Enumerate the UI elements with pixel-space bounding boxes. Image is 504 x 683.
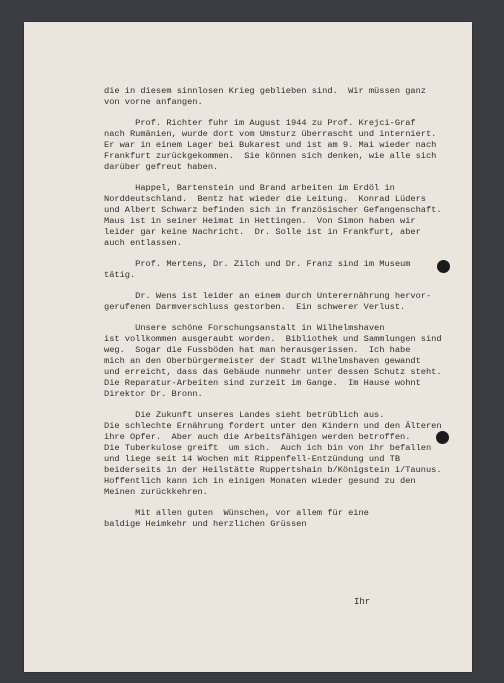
letter-line: und erreicht, dass das Gebäude nunmehr unter dessen Schutz steht.	[104, 367, 442, 377]
letter-line: Die Reparatur-Arbeiten sind zurzeit im Gange. Im Hause wohnt	[104, 378, 421, 388]
letter-line: Prof. Mertens, Dr. Zilch und Dr. Franz sind im Museum	[104, 259, 411, 269]
letter-line: Unsere schöne Forschungsanstalt in Wilhelmshaven	[104, 323, 385, 333]
paragraph-gap	[104, 400, 474, 410]
letter-line: und liege seit 14 Wochen mit Rippenfell-Entzündung und TB	[104, 454, 401, 464]
letter-line: mich an den Oberbürgermeister der Stadt Wilhelmshaven gewandt	[104, 356, 421, 366]
letter-body	[104, 86, 474, 530]
letter-line: von vorne anfangen.	[104, 97, 203, 107]
paragraph-gap	[104, 249, 474, 259]
signature: Ihr	[354, 597, 371, 607]
letter-line: beiderseits in der Heilstätte Ruppertshain b/Königstein i/Taunus.	[104, 465, 442, 475]
letter-line: Er war in einem Lager bei Bukarest und ist am 9. Mai wieder nach	[104, 140, 437, 150]
paragraph-gap	[104, 173, 474, 183]
letter-line: und Albert Schwarz befinden sich in französischer Gefangenschaft.	[104, 205, 442, 215]
letter-line: Mit allen guten Wünschen, vor allem für eine	[104, 508, 369, 518]
letter-line: tätig.	[104, 270, 136, 280]
letter-line: baldige Heimkehr und herzlichen Grüssen	[104, 519, 307, 529]
letter-page	[24, 22, 472, 672]
letter-line: Frankfurt zurückgekommen. Sie können sich denken, wie alle sich	[104, 151, 437, 161]
letter-line: nach Rumänien, wurde dort vom Umsturz überrascht und interniert.	[104, 129, 437, 139]
letter-line: Hoffentlich kann ich in einigen Monaten wieder gesund zu den	[104, 476, 416, 486]
letter-line: Prof. Richter fuhr im August 1944 zu Prof. Krejci-Graf	[104, 118, 416, 128]
letter-line: weg. Sogar die Fussböden hat man herausgerissen. Ich habe	[104, 345, 411, 355]
letter-line: Die Tuberkulose greift um sich. Auch ich bin von ihr befallen	[104, 443, 432, 453]
letter-line: Meinen zurückkehren.	[104, 487, 208, 497]
paragraph-gap	[104, 498, 474, 508]
paragraph-gap	[104, 313, 474, 323]
paragraph-gap	[104, 108, 474, 118]
letter-line: gerufenen Darmverschluss gestorben. Ein schwerer Verlust.	[104, 302, 406, 312]
letter-line: leider gar keine Nachricht. Dr. Solle ist in Frankfurt, aber	[104, 227, 421, 237]
letter-line: Maus ist in seiner Heimat in Hettingen. Von Simon haben wir	[104, 216, 416, 226]
letter-line: Die schlechte Ernährung fordert unter den Kindern und den Älteren	[104, 421, 442, 431]
letter-line: Die Zukunft unseres Landes sieht betrüblich aus.	[104, 410, 385, 420]
letter-line: Happel, Bartenstein und Brand arbeiten im Erdöl in	[104, 183, 395, 193]
paragraph-gap	[104, 281, 474, 291]
letter-line: die in diesem sinnlosen Krieg geblieben sind. Wir müssen ganz	[104, 86, 426, 96]
letter-line: Dr. Wens ist leider an einem durch Unterernährung hervor-	[104, 291, 432, 301]
letter-line: ist vollkommen ausgeraubt worden. Bibliothek und Sammlungen sind	[104, 334, 442, 344]
letter-line: darüber gefreut haben.	[104, 162, 219, 172]
letter-line: ihre Opfer. Aber auch die Arbeitsfähigen werden betroffen.	[104, 432, 411, 442]
letter-line: auch entlassen.	[104, 238, 182, 248]
letter-line: Direktor Dr. Bronn.	[104, 389, 203, 399]
letter-line: Norddeutschland. Bentz hat wieder die Leitung. Konrad Lüders	[104, 194, 426, 204]
